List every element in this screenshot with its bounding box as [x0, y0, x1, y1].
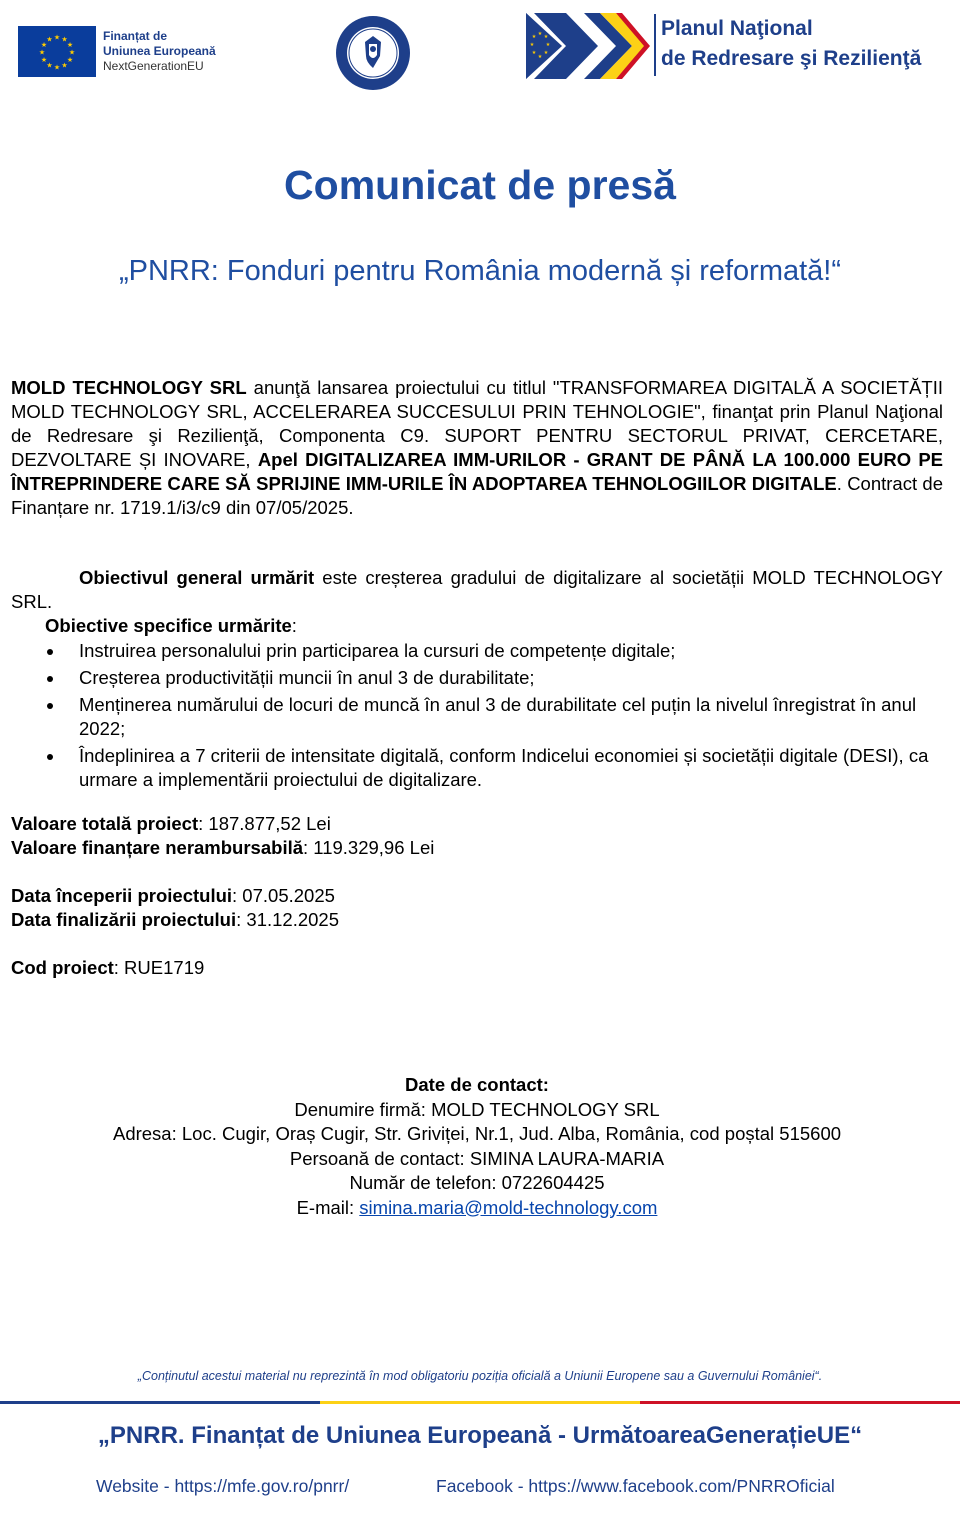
- list-item-text: Instruirea personalului prin participarea la cursuri de competențe digitale;: [79, 640, 676, 661]
- company-name: MOLD TECHNOLOGY SRL: [11, 377, 247, 398]
- project-code-label: Cod proiect: [11, 957, 114, 978]
- pnrr-flag-logo: [526, 13, 650, 79]
- list-item: [11, 639, 943, 663]
- government-seal-logo: [334, 14, 412, 92]
- contact-person: Persoană de contact: SIMINA LAURA-MARIA: [289, 1147, 665, 1169]
- contact-heading: Date de contact:: [405, 1074, 549, 1095]
- start-date-value: : 07.05.2025: [232, 885, 335, 906]
- svg-text:★: ★: [537, 31, 543, 37]
- svg-text:★: ★: [40, 56, 48, 64]
- end-date-label: Data finalizării proiectului: [11, 909, 237, 930]
- grant-value: : 119.329,96 Lei: [303, 837, 435, 858]
- specific-objectives-colon: :: [291, 615, 297, 636]
- project-code-value: : RUE1719: [113, 957, 205, 978]
- pnrr-title-line-1: Planul Naţional: [661, 17, 813, 40]
- facebook-link[interactable]: Facebook - https://www.facebook.com/PNRROficial: [436, 1476, 835, 1496]
- pnrr-title-line-2: de Redresare şi Rezilienţă: [661, 47, 922, 70]
- contact-phone: Număr de telefon: 0722604425: [349, 1172, 605, 1193]
- list-item: [11, 693, 943, 741]
- pnrr-title-block: [654, 14, 921, 76]
- call-title: Apel DIGITALIZAREA IMM-URILOR - GRANT DE PÂNĂ LA 100.000 EURO PE ÎNTREPRINDERE CARE SĂ SPRIJINE IMM-URILE ÎN ADOPTAREA TEHNOLOGIILOR DIGITALE: [11, 449, 944, 494]
- eu-line-2: Uniunea Europeană: [103, 44, 216, 58]
- svg-text:★: ★: [53, 33, 61, 42]
- specific-objectives-heading: [45, 614, 297, 638]
- svg-text:★: ★: [46, 61, 53, 70]
- general-objective-label: Obiectivul general urmărit: [79, 567, 315, 588]
- svg-text:★: ★: [537, 54, 543, 60]
- page-title: Comunicat de presă: [284, 162, 676, 208]
- total-value: : 187.877,52 Lei: [198, 813, 331, 834]
- contact-email-label: E-mail:: [296, 1196, 360, 1218]
- eu-line-3: NextGenerationEU: [103, 59, 204, 73]
- svg-text:★: ★: [66, 56, 74, 64]
- bullet-icon: [47, 649, 53, 655]
- contact-company: Denumire firmă: MOLD TECHNOLOGY SRL: [294, 1098, 660, 1120]
- project-code-line: [11, 956, 204, 980]
- specific-objectives-list: [11, 639, 943, 795]
- list-item-text: Creșterea productivității muncii în anul 3 de durabilitate;: [79, 667, 535, 688]
- specific-objectives-label: Obiective specifice urmărite: [45, 615, 292, 636]
- grant-value-label: Valoare finanțare nerambursabilă: [11, 837, 304, 858]
- svg-text:★: ★: [40, 41, 48, 49]
- eu-line-1: Finanțat de: [103, 29, 168, 43]
- intro-text-1: anunţă lansarea proiectului cu titlul "TRANSFORMAREA DIGITALĂ A SOCIETĂȚII MOLD TECHNOLOGY SRL, ACCELERAREA SUCCESULUI PRIN TEHNOLOGIE", finanţat prin Planul Naţional de Redresare şi Rezilienţă, Componenta C9. SUPORT PENTRU SECTORUL PRIVAT, CERCETARE, DEZVOLTARE ȘI INOVARE,: [11, 377, 944, 470]
- svg-text:★: ★: [61, 61, 68, 70]
- svg-text:★: ★: [543, 50, 549, 56]
- bullet-icon: [47, 703, 53, 709]
- start-date-line: [11, 884, 335, 908]
- intro-paragraph: [11, 376, 943, 520]
- eu-funding-label: [103, 29, 216, 74]
- total-value-line: [11, 812, 331, 836]
- list-item: [11, 744, 943, 792]
- list-item-text: Menținerea numărului de locuri de muncă în anul 3 de durabilitate cel puțin la nivelul înregistrat în anul 2022;: [79, 694, 917, 739]
- svg-text:★: ★: [61, 35, 68, 44]
- intro-text-2: . Contract de Finanțare nr. 1719.1/i3/c9 din 07/05/2025.: [11, 473, 944, 518]
- svg-text:★: ★: [68, 48, 76, 57]
- svg-text:★: ★: [543, 34, 549, 40]
- website-link[interactable]: Website - https://mfe.gov.ro/pnrr/: [96, 1476, 350, 1496]
- footer-slogan: „PNRR. Finanțat de Uniunea Europeană - UrmătoareaGenerațieUE“: [97, 1422, 863, 1449]
- contact-email-link[interactable]: simina.maria@mold-technology.com: [359, 1196, 658, 1218]
- svg-text:★: ★: [38, 48, 46, 57]
- disclaimer-text: „Conținutul acestui material nu reprezintă în mod obligatoriu poziția oficială a Uniunii Europene sau a Guvernului României“.: [137, 1369, 823, 1383]
- contact-address: Adresa: Loc. Cugir, Oraș Cugir, Str. Griviței, Nr.1, Jud. Alba, România, cod poștal 515600: [112, 1123, 842, 1144]
- end-date-value: : 31.12.2025: [236, 909, 340, 930]
- svg-text:★: ★: [531, 50, 537, 56]
- page-subtitle: „PNRR: Fonduri pentru România modernă și reformată!“: [118, 255, 842, 287]
- svg-text:★: ★: [53, 63, 61, 72]
- general-objective: [11, 566, 943, 614]
- contact-block: [0, 1073, 954, 1220]
- grant-value-line: [11, 836, 434, 860]
- end-date-line: [11, 908, 339, 932]
- bullet-icon: [47, 676, 53, 682]
- total-value-label: Valoare totală proiect: [11, 813, 199, 834]
- tricolor-divider: [0, 1401, 960, 1404]
- svg-text:★: ★: [531, 34, 537, 40]
- svg-text:★: ★: [66, 41, 74, 49]
- list-item: [11, 666, 943, 690]
- start-date-label: Data începerii proiectului: [11, 885, 233, 906]
- contact-email-line: [0, 1196, 954, 1221]
- svg-text:★: ★: [529, 42, 535, 48]
- general-objective-text: este creșterea gradului de digitalizare al societății MOLD TECHNOLOGY SRL.: [11, 567, 943, 612]
- bullet-icon: [47, 754, 53, 760]
- eu-flag-logo: [18, 26, 96, 77]
- svg-text:★: ★: [46, 35, 53, 44]
- list-item-text: Îndeplinirea a 7 criterii de intensitate digitală, conform Indicelui economiei și societății digitale (DESI), ca urmare a implementării proiectului de digitalizare.: [79, 745, 929, 790]
- svg-text:★: ★: [545, 42, 551, 48]
